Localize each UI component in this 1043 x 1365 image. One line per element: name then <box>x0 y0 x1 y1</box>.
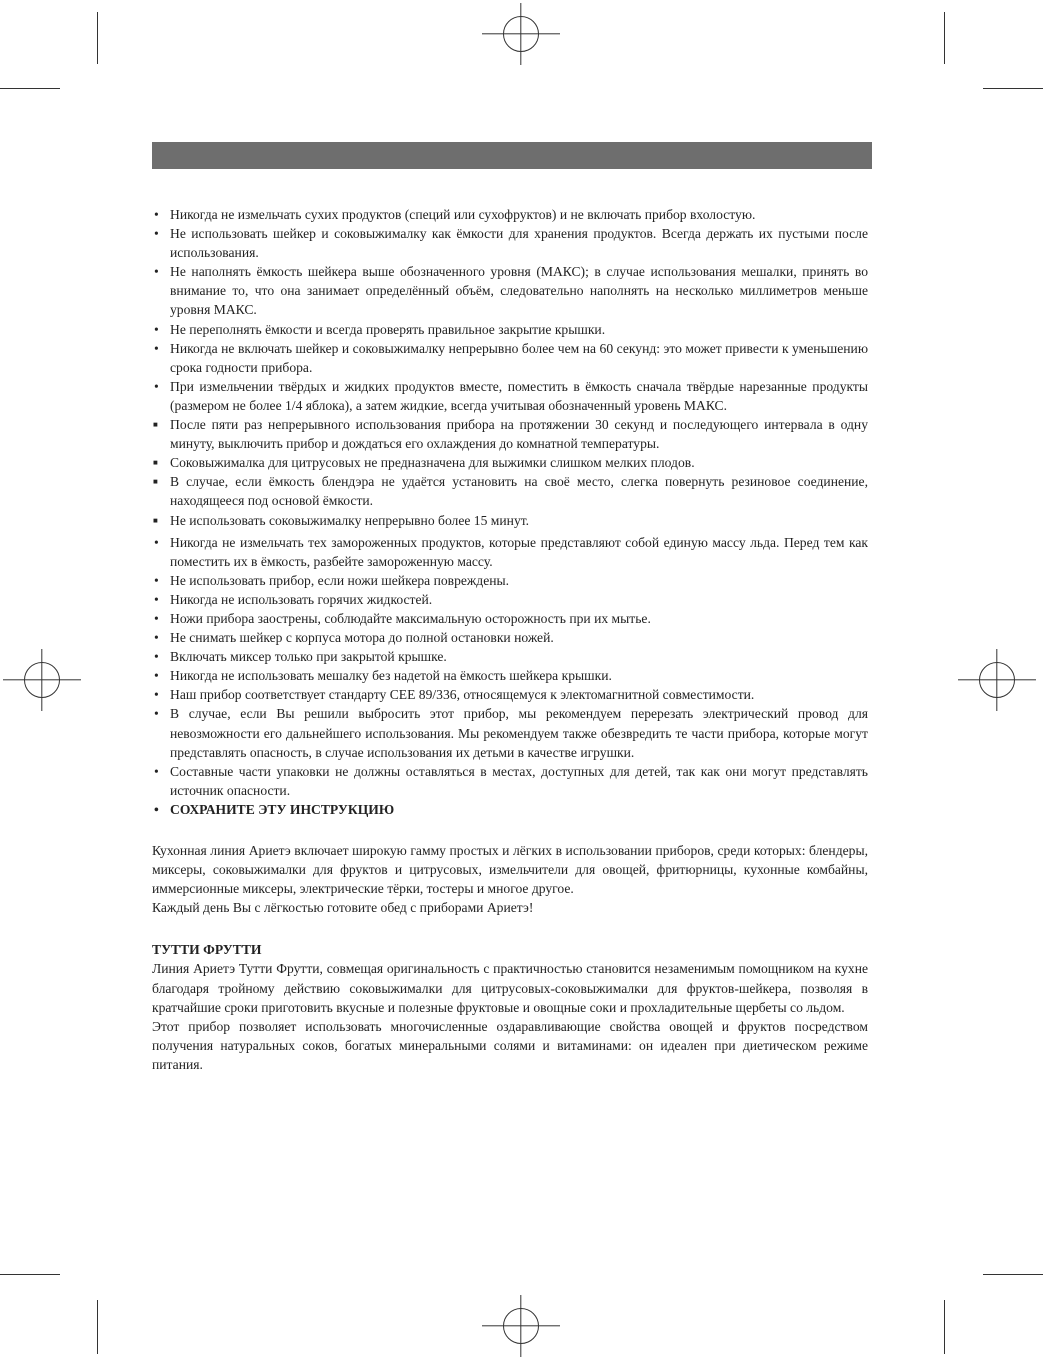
section-title: ТУТТИ ФРУТТИ <box>152 942 262 958</box>
rule-item: • В случае, если Вы решили выбросить этот прибор, мы рекомендуем перерезать электрический провод для невозможности его дальнейшего использования. Мы рекомендуем также обезвредить те части прибора, которые могут представлять опасность, в случае использования их детьми в качестве игрушки. <box>152 704 868 761</box>
rule-item: • Включать миксер только при закрытой крышке. <box>152 647 868 666</box>
rule-item: ■ После пяти раз непрерывного использования прибора на протяжении 30 секунд и последующего интервала в одну минуту, выключить прибор и дождаться его охлаждения до комнатной температуры. <box>152 415 868 453</box>
rule-item: • Никогда не использовать горячих жидкостей. <box>152 590 868 609</box>
crop-mark <box>97 12 98 64</box>
rule-item-save-instructions: • СОХРАНИТЕ ЭТУ ИНСТРУКЦИЮ <box>152 800 868 819</box>
crop-mark <box>983 1274 1043 1275</box>
header-bar <box>152 142 872 169</box>
crop-mark <box>0 1274 60 1275</box>
rule-item: • Не снимать шейкер с корпуса мотора до полной остановки ножей. <box>152 628 868 647</box>
rule-item: • Никогда не включать шейкер и соковыжималку непрерывно более чем на 60 секунд: это может привести к уменьшению срока годности прибора. <box>152 339 868 377</box>
registration-mark-bottom <box>503 1308 539 1344</box>
crop-mark <box>944 1300 945 1354</box>
intro-paragraph: Каждый день Вы с лёгкостью готовите обед с приборами Ариетэ! <box>152 900 534 916</box>
rule-item: • Никогда не измельчать сухих продуктов (специй или сухофруктов) и не включать прибор вхолостую. <box>152 205 868 224</box>
rule-item: • Не использовать шейкер и соковыжималку как ёмкости для хранения продуктов. Всегда держать их пустыми после использования. <box>152 224 868 262</box>
registration-mark-left <box>24 662 60 698</box>
section-paragraph: Этот прибор позволяет использовать многочисленные оздаравливающие свойства овощей и фруктов посредством получения натуральных соков, богатых минеральными солями и витаминами: он идеален при диетическом режиме питания. <box>152 1018 868 1072</box>
rule-item: • Не использовать прибор, если ножи шейкера повреждены. <box>152 571 868 590</box>
safety-rules-list <box>152 205 868 819</box>
rule-item: • Составные части упаковки не должны оставляться в местах, доступных для детей, так как они могут представлять источник опасности. <box>152 762 868 800</box>
crop-mark <box>983 88 1043 89</box>
crop-mark <box>944 12 945 64</box>
page-content <box>152 205 868 1074</box>
rule-item: ■ Не использовать соковыжималку непрерывно более 15 минут. <box>152 511 868 530</box>
rule-item: • Не наполнять ёмкость шейкера выше обозначенного уровня (МАКС); в случае использования мешалки, принять во внимание то, что она занимает определённый объём, следовательно наполнять на несколько миллиметров меньше уровня МАКС. <box>152 262 868 319</box>
rule-item: ■ В случае, если ёмкость блендэра не удаётся установить на своё место, слегка повернуть резиновое соединение, находящееся под основой ёмкости. <box>152 472 868 510</box>
rule-item: • При измельчении твёрдых и жидких продуктов вместе, поместить в ёмкость сначала твёрдые нарезанные продукты (размером не более 1/4 яблока), а затем жидкие, всегда учитывая обозначенный уровень МАКС. <box>152 377 868 415</box>
rule-item: • Ножи прибора заострены, соблюдайте максимальную осторожность при их мытье. <box>152 609 868 628</box>
crop-mark <box>97 1300 98 1354</box>
rule-item: • Наш прибор соответствует стандарту CEE 89/336, относящемуся к электомагнитной совместимости. <box>152 685 868 704</box>
crop-mark <box>0 88 60 89</box>
rule-item: • Никогда не измельчать тех замороженных продуктов, которые представляют собой единую массу льда. Перед тем как поместить их в ёмкость, разбейте замороженную массу. <box>152 533 868 571</box>
rule-item: • Никогда не использовать мешалку без надетой на ёмкость шейкера крышки. <box>152 666 868 685</box>
section-paragraph: Линия Ариетэ Тутти Фрутти, совмещая оригинальность с практичностью становится незаменимым помощником на кухне благодаря тройному действию соковыжималки для цитрусовых-соковыжималки для фруктов-шейкера, позволяя в кратчайшие сроки приготовить вкусные и полезные фруктовые и овощные соки и прохладительные щербеты со льдом. <box>152 961 868 1015</box>
rule-item: • Не переполнять ёмкости и всегда проверять правильное закрытие крышки. <box>152 320 868 339</box>
registration-mark-right <box>979 662 1015 698</box>
rule-item: ■ Соковыжималка для цитрусовых не предназначена для выжимки слишком мелких плодов. <box>152 453 868 472</box>
intro-section <box>152 841 868 917</box>
registration-mark-top <box>503 16 539 52</box>
intro-paragraph: Кухонная линия Ариетэ включает широкую гамму простых и лёгких в использовании приборов, среди которых: блендеры, миксеры, соковыжималки для фруктов и цитрусовых, измельчители для овощей, фритюрницы, кухонные комбайны, иммерсионные миксеры, электрические тёрки, тостеры и многое другое. <box>152 843 868 897</box>
